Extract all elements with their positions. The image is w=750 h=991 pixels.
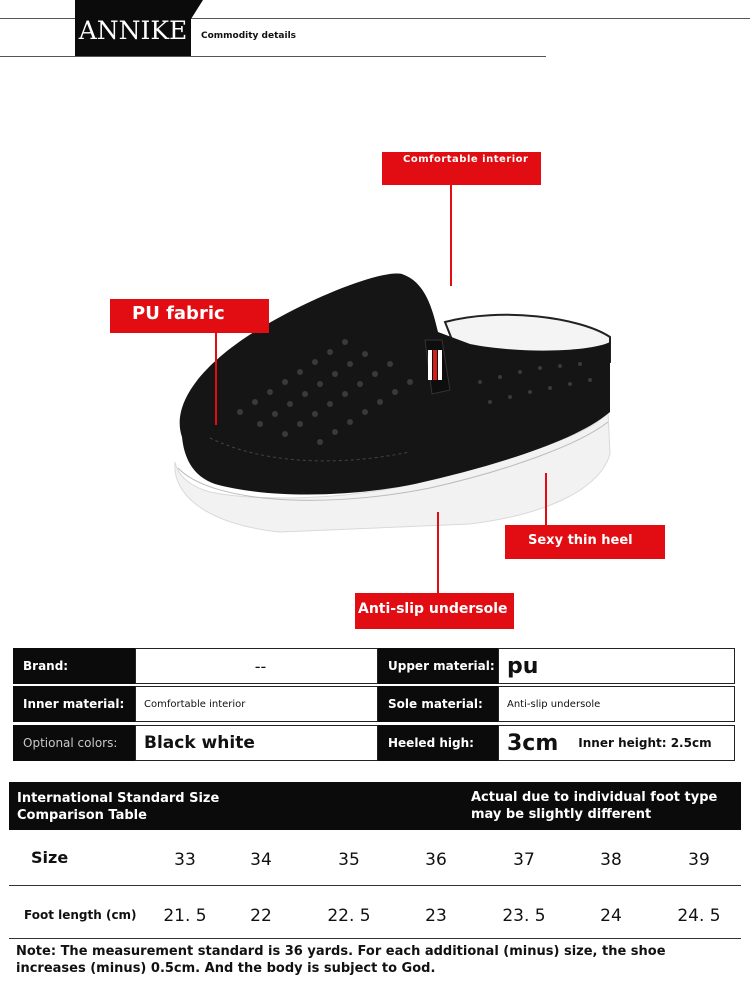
spec-label-brand: Brand: bbox=[13, 648, 135, 684]
foot-length-cell: 22 bbox=[250, 906, 272, 926]
section-label: Commodity details bbox=[201, 31, 297, 41]
foot-length-row bbox=[9, 886, 741, 940]
spec-row-colors bbox=[13, 725, 735, 761]
spec-label-upper: Upper material: bbox=[378, 648, 498, 684]
callout-leader-pu bbox=[215, 333, 217, 425]
callout-leader-interior bbox=[450, 185, 452, 286]
spec-label-heel: Heeled high: bbox=[378, 725, 498, 761]
header-underline bbox=[0, 56, 546, 57]
size-table-disclaimer: Actual due to individual foot type may be slightly different bbox=[471, 790, 718, 822]
size-cell: 35 bbox=[338, 850, 360, 870]
spec-row-inner bbox=[13, 686, 735, 722]
size-cell: 33 bbox=[174, 850, 196, 870]
spec-label-sole: Sole material: bbox=[378, 686, 498, 722]
foot-length-cell: 23 bbox=[425, 906, 447, 926]
callout-comfortable-interior: Comfortable interior bbox=[382, 152, 541, 185]
size-cell: 39 bbox=[688, 850, 710, 870]
callout-thin-heel: Sexy thin heel bbox=[505, 525, 665, 559]
size-table bbox=[9, 830, 741, 940]
size-table-header bbox=[9, 782, 741, 830]
size-row-label: Size bbox=[31, 848, 69, 867]
size-table-bottom-rule bbox=[9, 938, 741, 939]
size-cell: 38 bbox=[600, 850, 622, 870]
measurement-note: Note: The measurement standard is 36 yards. For each additional (minus) size, the shoe increases (minus) 0.5cm. And the body is subject to God. bbox=[16, 944, 666, 976]
foot-length-cell: 22. 5 bbox=[327, 906, 371, 926]
size-cell: 34 bbox=[250, 850, 272, 870]
size-cell: 36 bbox=[425, 850, 447, 870]
callout-anti-slip-sole: Anti-slip undersole bbox=[355, 593, 514, 629]
inner-height-value: Inner height: 2.5cm bbox=[578, 736, 712, 750]
spec-value-heel bbox=[498, 725, 735, 761]
foot-length-row-label: Foot length (cm) bbox=[24, 908, 137, 922]
foot-length-cell: 24. 5 bbox=[677, 906, 721, 926]
spec-value-sole: Anti-slip undersole bbox=[498, 686, 735, 722]
brand-notch bbox=[191, 0, 203, 19]
spec-row-brand bbox=[13, 648, 735, 684]
spec-value-brand: -- bbox=[135, 648, 378, 684]
callout-pu-fabric: PU fabric bbox=[110, 299, 269, 333]
callout-leader-sole bbox=[437, 512, 439, 593]
heel-height-value: 3cm bbox=[507, 730, 559, 756]
spec-label-colors: Optional colors: bbox=[13, 725, 135, 761]
foot-length-cell: 24 bbox=[600, 906, 622, 926]
callout-leader-heel bbox=[545, 473, 547, 525]
foot-length-cell: 21. 5 bbox=[163, 906, 207, 926]
size-table-title: International Standard Size Comparison Table bbox=[17, 791, 220, 823]
size-row bbox=[9, 830, 741, 884]
spec-table bbox=[13, 648, 735, 763]
foot-length-cell: 23. 5 bbox=[502, 906, 546, 926]
brand-logo: ANNIKE bbox=[75, 0, 191, 56]
spec-value-colors: Black white bbox=[135, 725, 378, 761]
size-cell: 37 bbox=[513, 850, 535, 870]
spec-label-inner: Inner material: bbox=[13, 686, 135, 722]
spec-value-upper: pu bbox=[498, 648, 735, 684]
spec-value-inner: Comfortable interior bbox=[135, 686, 378, 722]
